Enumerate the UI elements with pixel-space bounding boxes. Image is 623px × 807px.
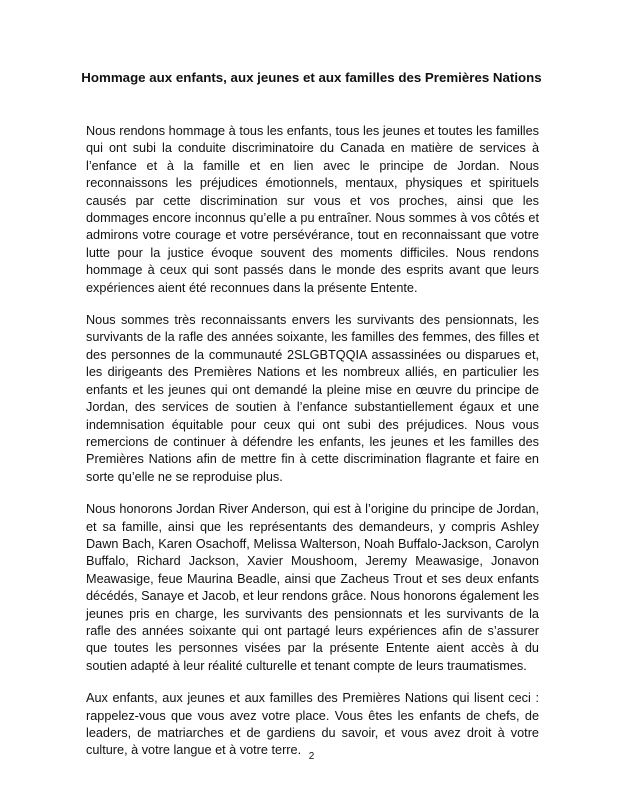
document-title: Hommage aux enfants, aux jeunes et aux familles des Premières Nations [81,70,542,85]
page-number: 2 [308,751,315,762]
document-body [86,123,539,775]
paragraph-honour: Nous honorons Jordan River Anderson, qui est à l’origine du principe de Jordan, et sa famille, ainsi que les représentants des demandeurs, y compris Ashley Dawn Bach, Karen Osachoff, Melissa Walterson, Noah Buffalo-Jackson, Carolyn Buffalo, Richard Jackson, Xavier Moushoom, Jeremy Meawasige, Jonavon Meawasige, feue Maurina Beadle, ainsi que Zacheus Trout et ses deux enfants décédés, Sanaye et Jacob, et leur rendons grâce. Nous honorons également les jeunes pris en charge, les survivants des pensionnats et les survivants de la rafle des années soixante qui ont partagé leurs expériences afin de s’assurer que toutes les personnes visées par la présente Entente aient accès à du soutien adapté à leur réalité culturelle et tenant compte de leurs traumatismes. [86,502,539,673]
paragraph-message: Aux enfants, aux jeunes et aux familles des Premières Nations qui lisent ceci : rappelez-vous que vous avez votre place. Vous êtes les enfants de chefs, de leaders, de matriarches et de gardiens du savoir, et vous avez droit à votre culture, à votre langue et à votre terre. [86,691,539,758]
paragraph-tribute: Nous rendons hommage à tous les enfants, tous les jeunes et toutes les familles qui ont subi la conduite discriminatoire du Canada en matière de services à l’enfance et à la famille et en lien avec le principe de Jordan. Nous reconnaissons les préjudices émotionnels, mentaux, physiques et spirituels causés par cette discrimination sur vous et vos proches, ainsi que les dommages encore inconnus qu’elle a pu entraîner. Nous sommes à vos côtés et admirons votre courage et votre persévérance, tout en reconnaissant que votre lutte pour la justice évoque souvent des moments difficiles. Nous rendons hommage à ceux qui sont passés dans le monde des esprits avant que leurs expériences aient été reconnues dans la présente Entente. [86,124,539,295]
paragraph-gratitude: Nous sommes très reconnaissants envers les survivants des pensionnats, les survivants de la rafle des années soixante, les familles des femmes, des filles et des personnes de la communauté 2SLGBTQQIA assassinées ou disparues et, les dirigeants des Premières Nations et les nombreux alliés, en particulier les enfants et les jeunes qui ont demandé la pleine mise en œuvre du principe de Jordan, des services de soutien à l’enfance substantiellement égaux et une indemnisation équitable pour ceux qui ont subi des préjudices. Nous vous remercions de continuer à défendre les enfants, les jeunes et les familles des Premières Nations afin de mettre fin à cette discrimination flagrante et faire en sorte qu’elle ne se reproduise plus. [86,313,539,484]
